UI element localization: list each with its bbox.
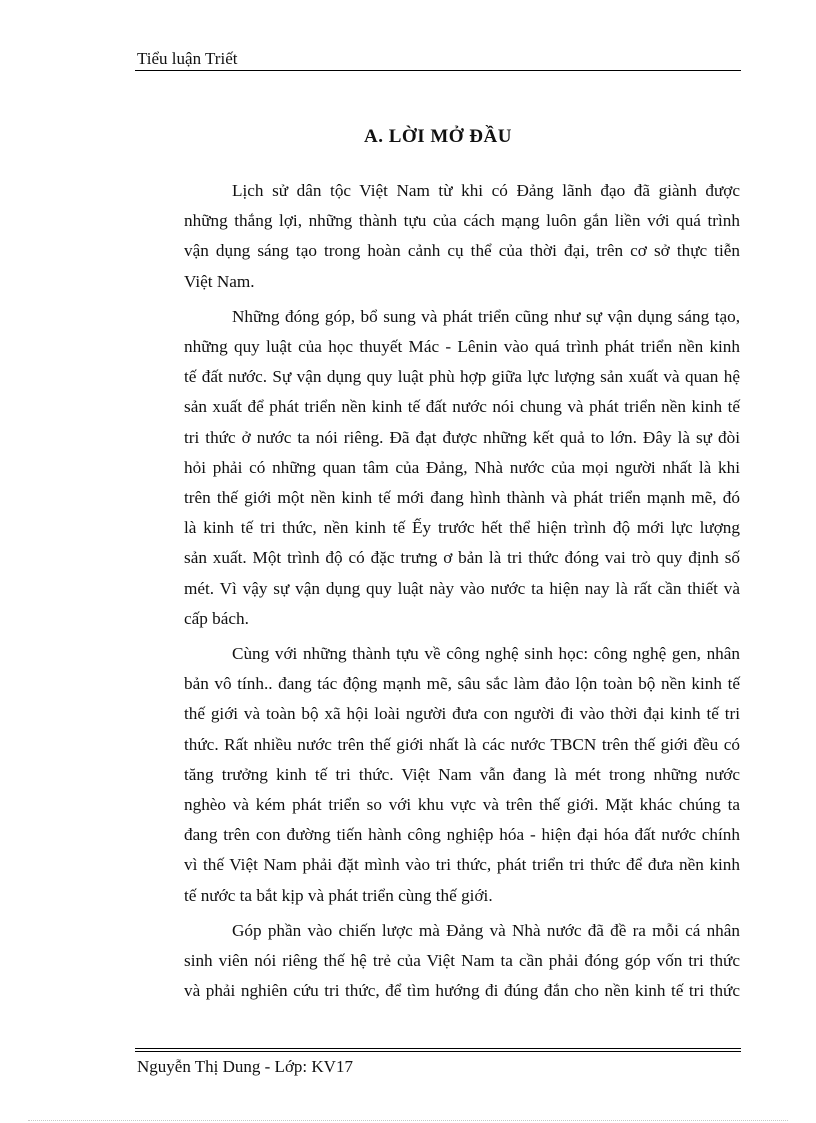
- header-divider: [135, 70, 741, 71]
- footer-divider-bottom: [135, 1051, 741, 1052]
- paragraph-line: Cùng với những thành tựu về công nghệ sinh học: công nghệ gen, nhân: [232, 644, 740, 664]
- paragraph-line: tế nước ta bắt kịp và phát triển cùng thế giới.: [184, 885, 493, 905]
- paragraph-line: đang trên con đường tiến hành công nghiệp hóa - hiện đại hóa đất nước chính: [184, 825, 740, 845]
- paragraph-line: tăng trưởng kinh tế tri thức. Việt Nam vẫn đang là mét trong những nước: [184, 764, 740, 784]
- paragraph-line: trên thế giới một nền kinh tế mới đang hình thành và phát triển mạnh mẽ, đó: [184, 488, 740, 508]
- page-footer-author: Nguyễn Thị Dung - Lớp: KV17: [137, 1057, 353, 1076]
- section-title: A. LỜI MỞ ĐẦU: [364, 126, 512, 147]
- paragraph-line: vì thế Việt Nam phải đặt mình vào tri thức, phát triển tri thức để đưa nền kinh: [184, 855, 740, 875]
- paragraph-line: Việt Nam.: [184, 271, 255, 291]
- paragraph-line: mét. Vì vậy sự vận dụng quy luật này vào nước ta hiện nay là rất cần thiết và: [184, 578, 740, 598]
- page-header-title: Tiểu luận Triết: [137, 49, 238, 68]
- paragraph-line: Những đóng góp, bổ sung và phát triển cũng như sự vận dụng sáng tạo,: [232, 306, 740, 326]
- paragraph-line: Lịch sử dân tộc Việt Nam từ khi có Đảng lãnh đạo đã giành được: [232, 181, 740, 200]
- paragraph-line: sản xuất. Một trình độ có đặc trưng ơ bản là tri thức đóng vai trò quy định số: [184, 548, 740, 568]
- paragraph-line: và phải nghiên cứu tri thức, để tìm hướng đi đúng đắn cho nền kinh tế tri thức: [184, 981, 740, 1001]
- paragraph-line: thế giới và toàn bộ xã hội loài người đưa con người đi vào thời đại kinh tế tri: [184, 704, 740, 724]
- paragraph-4: [136, 916, 740, 1007]
- paragraph-line: vận dụng sáng tạo trong hoàn cảnh cụ thể của thời đại, trên cơ sở thực tiễn: [184, 241, 740, 261]
- paragraph-2: [136, 302, 740, 634]
- paragraph-line: là kinh tế tri thức, nền kinh tế Ếy trước hết thể hiện trình độ mới lực lượng: [184, 518, 740, 538]
- paragraph-line: sản xuất để phát triển nền kinh tế đất nước nói chung và phát triển nền kinh tế: [184, 397, 740, 417]
- paragraph-line: bản vô tính.. đang tác động mạnh mẽ, sâu sắc làm đảo lộn toàn bộ nền kinh tế: [184, 674, 740, 694]
- paragraph-3: [136, 639, 740, 911]
- paragraph-1: [136, 176, 740, 297]
- paragraph-line: tế đất nước. Sự vận dụng quy luật phù hợp giữa lực lượng sản xuất và quan hệ: [184, 367, 740, 387]
- paragraph-line: cấp bách.: [184, 608, 249, 628]
- paragraph-line: sinh viên nói riêng thế hệ trẻ của Việt Nam ta cần phải đóng góp vốn tri thức: [184, 951, 740, 971]
- page-edge-dotted-border: [28, 1120, 788, 1121]
- paragraph-line: Góp phần vào chiến lược mà Đảng và Nhà nước đã đề ra mỗi cá nhân: [232, 920, 740, 940]
- footer-divider-top: [135, 1048, 741, 1049]
- paragraph-line: nghèo và kém phát triển so với khu vực và trên thế giới. Mặt khác chúng ta: [184, 795, 740, 815]
- paragraph-line: tri thức ở nước ta nói riêng. Đã đạt được những kết quả to lớn. Đây là sự đòi: [184, 427, 740, 447]
- paragraph-line: hỏi phải có những quan tâm của Đảng, Nhà nước của mọi người nhất là khi: [184, 457, 740, 477]
- paragraph-line: những thắng lợi, những thành tựu của cách mạng luôn gắn liền với quá trình: [184, 211, 740, 231]
- body-text: [136, 176, 740, 1011]
- paragraph-line: những quy luật của học thuyết Mác - Lênin vào quá trình phát triển nền kinh: [184, 337, 740, 357]
- paragraph-line: thức. Rất nhiều nước trên thế giới nhất là các nước TBCN trên thế giới đều có: [184, 734, 740, 754]
